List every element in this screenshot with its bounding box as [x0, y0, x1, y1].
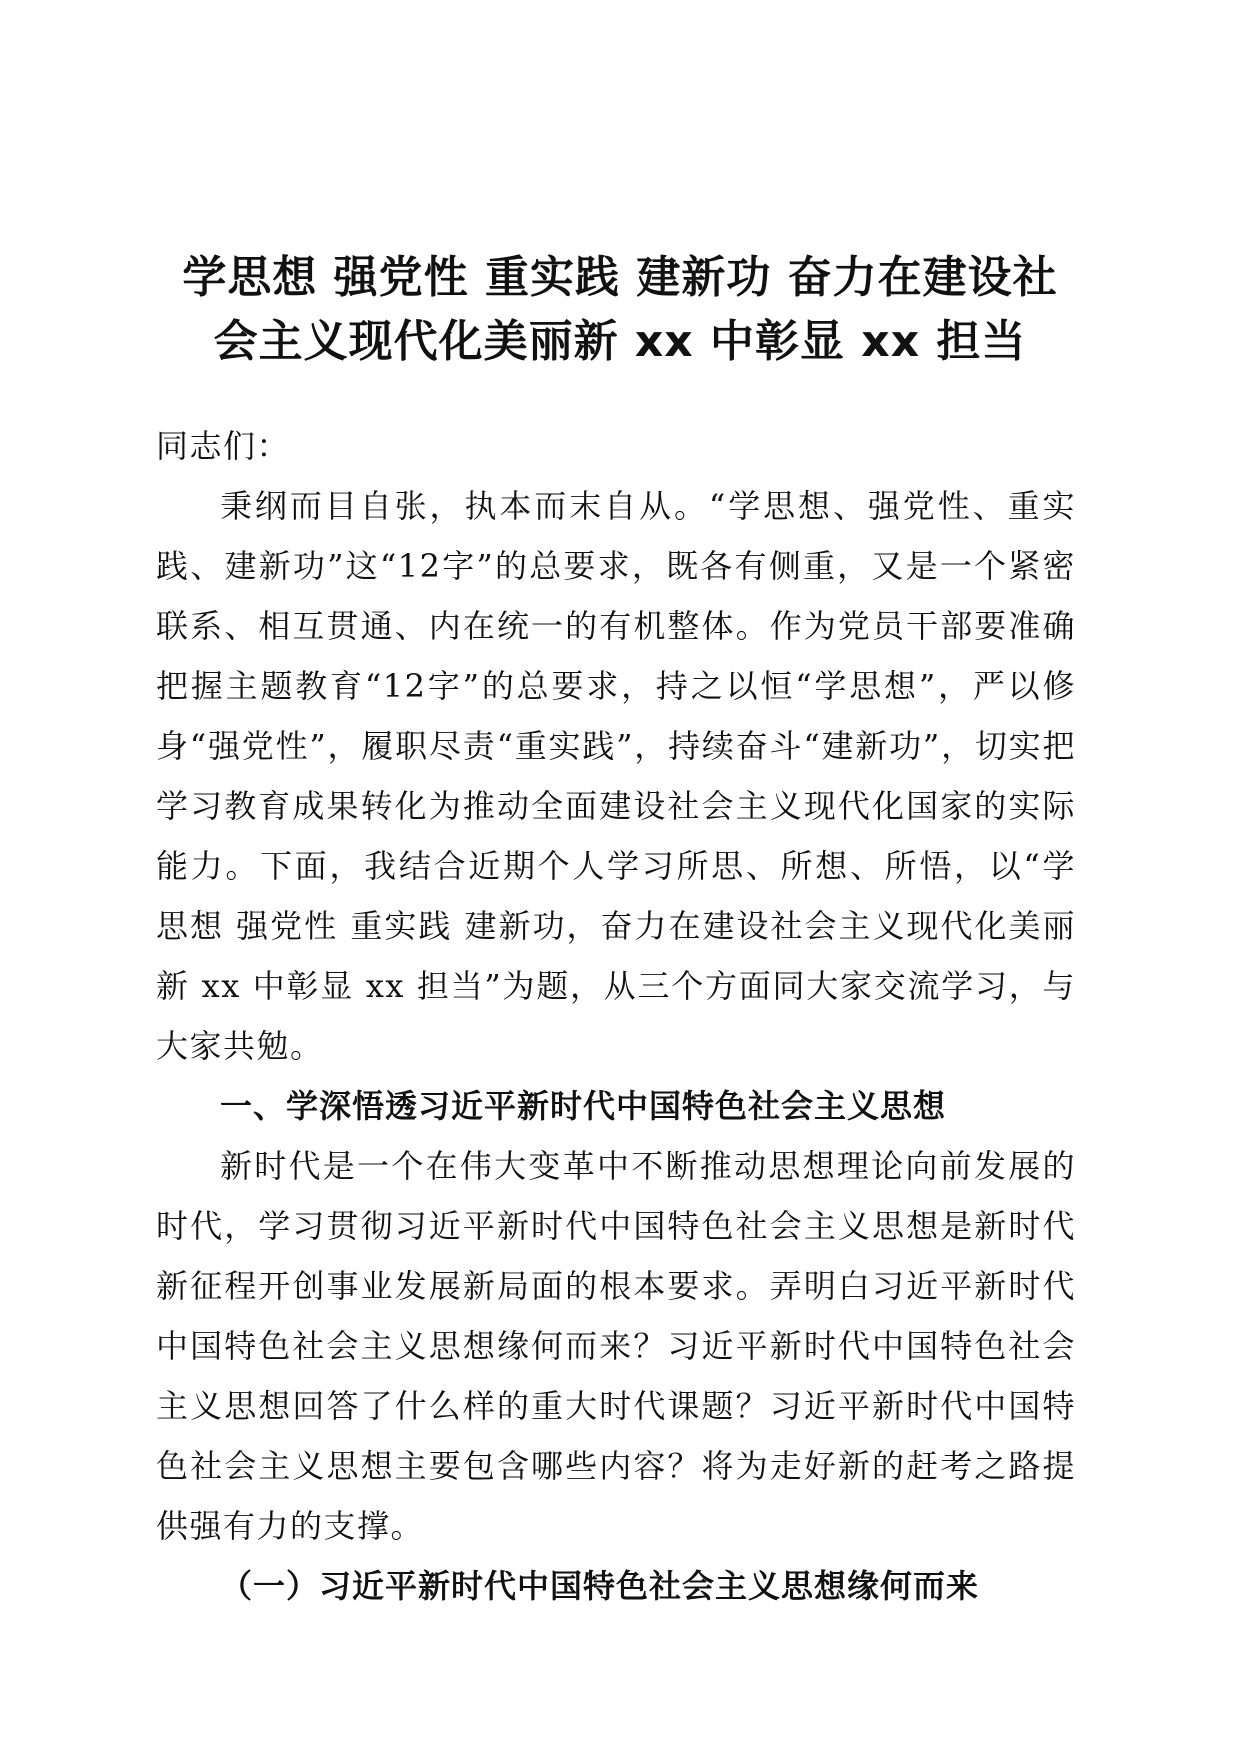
- intro-paragraph: 秉纲而目自张，执本而末自从。“学思想、强党性、重实践、建新功”这“12字”的总要求，既各有侧重，又是一个紧密联系、相互贯通、内在统一的有机整体。作为党员干部要准确把握主题教育“12字”的总要求，持之以恒“学思想”，严以修身“强党性”，履职尽责“重实践”，持续奋斗“建新功”，切实把学习教育成果转化为推动全面建设社会主义现代化国家的实际能力。下面，我结合近期个人学习所思、所想、所悟，以“学思想 强党性 重实践 建新功，奋力在建设社会主义现代化美丽新 xx 中彰显 xx 担当”为题，从三个方面同大家交流学习，与大家共勉。: [156, 487, 1076, 1065]
- subsection-1-heading: （一）习近平新时代中国特色社会主义思想缘何而来: [220, 1567, 980, 1605]
- title-line-1: 学思想 强党性 重实践 建新功 奋力在建设社: [182, 252, 1058, 303]
- salutation: 同志们：: [156, 427, 291, 465]
- document-body: [156, 416, 1076, 1616]
- section-1-heading: 一、学深悟透习近平新时代中国特色社会主义思想: [220, 1087, 947, 1125]
- document-title: [140, 246, 1100, 374]
- title-line-2: 会主义现代化美丽新 xx 中彰显 xx 担当: [213, 316, 1027, 367]
- section-1-paragraph: 新时代是一个在伟大变革中不断推动思想理论向前发展的时代，学习贯彻习近平新时代中国特色社会主义思想是新时代新征程开创事业发展新局面的根本要求。弄明白习近平新时代中国特色社会主义思想缘何而来？习近平新时代中国特色社会主义思想回答了什么样的重大时代课题？习近平新时代中国特色社会主义思想主要包含哪些内容？将为走好新的赶考之路提供强有力的支撑。: [156, 1147, 1076, 1545]
